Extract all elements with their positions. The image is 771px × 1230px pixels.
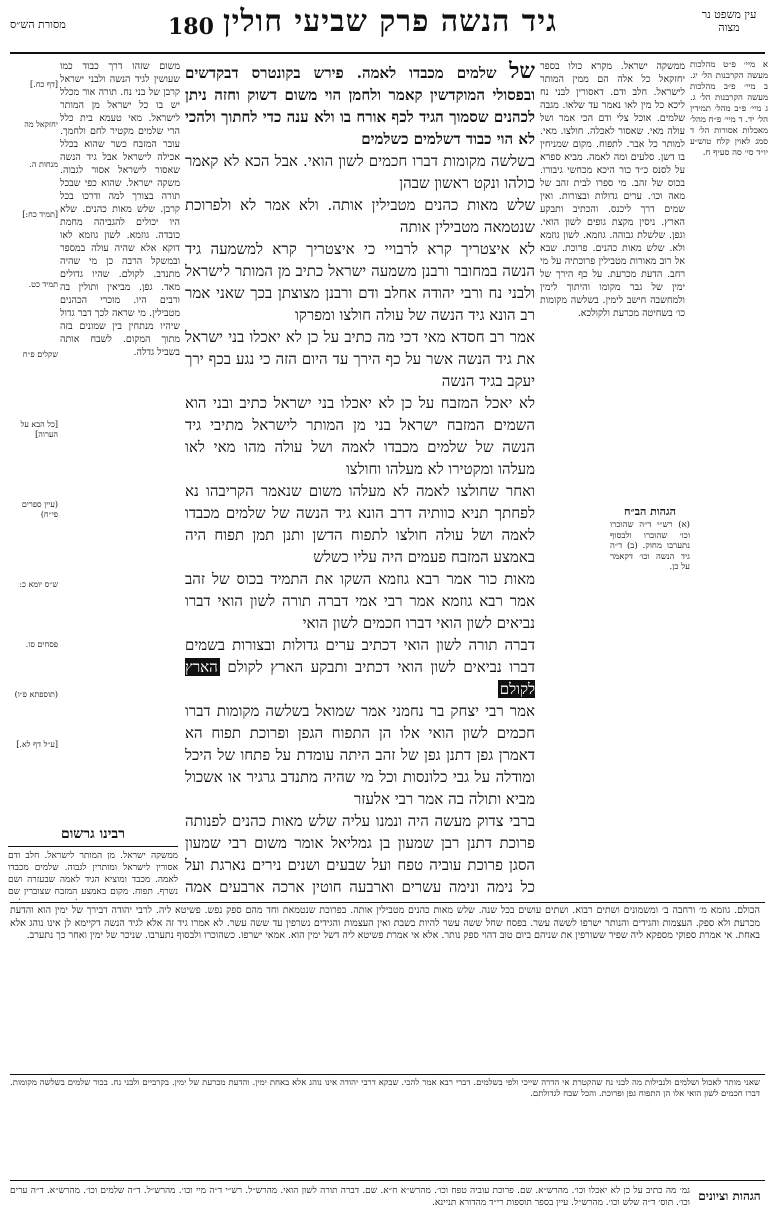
masoret-note: יחזקאל מה bbox=[24, 120, 58, 129]
highlighted-phrase: הארץ לקולם bbox=[185, 658, 535, 698]
gemara-paragraph-10: אמר רבי יצחק בר נחמני אמר שמואל בשלשה מקומות דברו חכמים לשון הואי אלו הן התפוח הגפן ופרוכת תפוח הא דאמרן גפן דתנן גפן של זהב היתה עומדת על פתחו של היכל ומודלה על גבי כלונסות וכל מי שהיה מתנדב גרגיר או אשכול מביא ותולה בה אמר רבי אלעזר bbox=[185, 702, 535, 808]
masoret-note: תמיד כט. bbox=[28, 280, 58, 289]
rg-rule bbox=[8, 846, 178, 847]
gloss-rule bbox=[10, 1180, 765, 1181]
masoret-note: פסחים סו. bbox=[25, 640, 58, 649]
rashi-text: ממשקה ישראל. מקרא כולו בספר יחזקאל כל אלה הם ממין המותר לישראל. חלב ודם. דאסורין לבני נח ליכא כל מין לאו נאמר עד שלאו. מגבה שלמים. אוכל צלי ודם הכי אמר ושל עולה מאי. שאסור לאכלה. חולצו. מאי. למותר כל אבר. לתפוח. מקום שמניחין בו דשן. סלעים ומה לאמה. מביא ספרא על לסנס כ״ד כור היכא מכחשי גיבורו. בכוס של זהב. מי ספרו לבית זהב של מאה וכו׳. ערים גדולות ובצורות. ואין שמים דרך ליכנס. והכתיב ותבקע הארץ. ניסין מקצת גופים לשון הואי. וגפן. שלשלת גבוהה. גוזמא. לשון גוזמא ולא. שלש מאות כהנים. פרוכת. שבא אל רוב מאורות מטבילין פרוכתיה על מי רחב. הדעת מכרעת. על כף הירך של ימין של גבר מקומו והיתוך לימין ולמחשבה חישב לימין. בשלשה מקומות כו׳ בשחיטה מכרעת ולקולכא. bbox=[540, 61, 685, 319]
ein-mishpat-column: א מיי׳ פ״ט מהלכות מעשה הקרבנות הל׳ יג. ב מיי׳ פ״ב מהלכות מעשה הקרבנות הל׳ ג. ג מיי׳ פ״ב מהל׳ תמידין הל׳ יד. ד מיי׳ פ״ח מהל׳ מאכלות אסורות הל׳ ד סמג לאוין קלח טוש״ע יו״ד סי׳ סה סעיף ח. bbox=[690, 60, 768, 158]
masoret-notes bbox=[8, 60, 58, 820]
rashi-column bbox=[540, 60, 685, 830]
masoret-note: מנחות ה. bbox=[29, 160, 58, 169]
page-number: 180 bbox=[168, 14, 214, 40]
hagahot-habach-title: הגהות הב״ח bbox=[624, 505, 676, 518]
gemara-column bbox=[185, 60, 535, 900]
gemara-paragraph-9 bbox=[185, 634, 535, 700]
glosses-title: הגהות וציונים bbox=[698, 1189, 761, 1203]
footnote-rule bbox=[10, 1074, 765, 1075]
gemara-paragraph-1: שלמים מכבדו לאמה. פירש בקונטרס דבקדשים ובפסולי המוקדשין קאמר ולחמן הוי משום דשוק וחזה ניתן לכהנים שסמוך הגיד לכף אורח בו ולא ענה כדי לחתוך ולהכי לא הוי כבוד דשלמים כשלמים bbox=[185, 64, 535, 148]
header-rule bbox=[10, 52, 765, 54]
gemara-paragraph-7: ואחר שחולצו לאמה לא מעלהו משום שנאמר הקריבהו נא לפחתך תניא כוותיה דרב הונא גיד הנשה של שלמים מכבדו לאמה ושל עולה חולצו לתפוח הדשן ותנן תמן תפוח היה באמצע המזבח פעמים היה עליו כשלש bbox=[185, 482, 535, 566]
opening-word: של bbox=[509, 60, 535, 84]
masoret-note: [ע״ל דף לא.] bbox=[16, 740, 58, 749]
gemara-paragraph-11: ברבי צדוק מעשה היה ונמנו עליה שלש מאות כהנים לפנותה פרוכת דתנן רבן שמעון בן גמליאל אומר משום רבי שמעון הסגן פרוכת עוביה טפח ועל שבעים ושנים נירים נארגת ועל כל נימה ונימה עשרים וארבעה חוטין ארכה ארבעים אמה bbox=[185, 812, 535, 896]
gemara-paragraph-5: אמר רב חסדא מאי דכי מה כתיב על כן לא יאכלו בני ישראל את גיד הנשה אשר על כף הירך עד היום הזה כי נגע בכף ירך יעקב בגיד הנשה bbox=[185, 328, 535, 390]
gemara-paragraph-9-text: דברה תורה לשון הואי דכתיב ערים גדולות ובצורות בשמים דברו נביאים לשון הואי דכתיב ותבקע הארץ לקולם bbox=[185, 636, 535, 676]
gemara-paragraph-6: לא יאכל המזבח על כן לא יאכלו בני ישראל כתיב ובני הוא השמים המזבח ישראל בני מן המותר לישראל מתיבי גיד הנשה של שלמים מכבדו לאמה ושל עולה מהו מאי לאו מעלהו ומקטירו לא מעלהו וחולצו bbox=[185, 394, 535, 478]
rabbeinu-gershom-text: ממשקה ישראל. מן המותר לישראל. חלב ודם אסורין לישראל ומותרין לגבוה. שלמים מכבדו לאמה. מכבד ומוציא הגיד לאמה שבעזרה ושם נשרף. תפוח. מקום באמצע המזבח שצוברין שם bbox=[8, 851, 178, 897]
gemara-paragraph-8: מאות כור אמר רבא גוזמא השקו את התמיד בכוס של זהב אמר רבא גוזמא אמר רבי אמי דברה תורה לשון הואי דברו נביאים לשון הואי דברו חכמים לשון הואי bbox=[185, 570, 535, 632]
rabbeinu-gershom-title: רבינו גרשום bbox=[60, 826, 126, 842]
page-title: גיד הנשה פרק שביעי חולין bbox=[223, 4, 557, 39]
masoret-note: (תוספתא פ״ו) bbox=[14, 690, 58, 699]
gemara-paragraph-3: שלש מאות כהנים מטבילין אותה. ולא אמר לא ולפרוכת שנטמאה מטבילין אותה bbox=[185, 196, 535, 236]
masoret-note: (עיין ספרים פי״ח) bbox=[21, 500, 58, 519]
masoret-note: שקלים פ״ח bbox=[22, 350, 58, 359]
bottom-rule bbox=[10, 902, 765, 903]
hagahot-habach-text: (א) רש״י ד״ה שהוכרו וכו׳ שהוכרו ולבסוף נתערבו מחוק. (ב) ד״ה גיד הנשה וכו׳ דקאמר על כן. bbox=[610, 520, 690, 572]
masoret-note: [דף כח.] bbox=[30, 80, 58, 89]
bottom-rashi: הכולם. גוזמא מ׳ ורחבה ב׳ ומשמונים ושתים רבוא. ושתים עושים בכל שנה. שלש מאות כהנים מטבילין אותה. בפרוכת שנטמאת וחד מהם ספק נפש. פשיטא ליה. לרבי יהודה דבירך של ימין הוא והדעת מכרעת ולא ספק. העצמות והגידים והנותר ישרפו לששה עשר. בפסח שחל ששה עשר להיות בשבת ואין העצמות והגידים נשרפין עד ששה עשר. לא אמרו גיד זה אלא לגיד הנשה דקיימא לן אינו נוהג אלא באחת. אי אמרת ספוקי מספקא ליה שפיר ששורפין את שניהם ביום טוב דהוי ספק נותר. אלא אי אמרת פשיטא ליה דשל ימין הוא. אמאי ישרפו. כשהוכרו ולבסוף נתערבו. שניכר של ימין ואחר כך נתערב. bbox=[10, 905, 760, 941]
footnotes: שאני מותר לאכול ושלמים ולנבילות מה לבני נח שהקטרת אי הדרה שייכי ולפי בשלמים. דברי רבא אמר להכי. שבקא דרבי יהודה אינו נוהג אלא באחת ימין. והדעת מכרעת של ימין. בקרביים ולבני נח. בכור שלמים בשלשה מקומות. דברו חכמים לשון הואי אלו הן התפוח גפן ופרוכת. והכל שבח לגדולתם. bbox=[10, 1078, 760, 1099]
ein-mishpat-header: עין משפט נר מצוה bbox=[701, 8, 757, 34]
gemara-paragraph-2: בשלשה מקומות דברו חכמים לשון הואי. אבל הכא לא קאמר כולהו ונקט ראשון שבהן bbox=[185, 152, 535, 192]
tosafot-column bbox=[60, 60, 180, 820]
masoret-note: ש״ס יומא כ: bbox=[19, 580, 58, 589]
tosafot-text: משום שזהו דרך כבוד כמו שעושין לגיד הנשה ולבני ישראל קרבן של בני נח. תורה אור מכלל יש בו כל ישראל מן המותר לישראל. מאי טעמא בית כלל הרי שלמים מקטיר לחם ולחמך. עובר המזבח כשר שהוא בכלל אכילה לישראל אבל גיד הנשה שאסור לישראל אסור לגבוה. משקה ישראל. שהוא כפי שבכל תורה בצורך למה ודרכו בכל קרבן. שלש מאות כהנים. שלא היו יכולים להגביהה מחמת כובדה. גוזמא. לשון גוזמא לאו דוקא אלא שהיה עולה במספר ובמשקל הרבה כן מי שהיה מתנדב. לקולם. שהיו גדולים מאד. גפן. מביאין ותולין בה ורבים היו. מוכרי הכהנים מטבילין. מי שראה לכך דבר גדול שיהיו מנתחין בין שמונים בזה מתוך המקום. לשבח אותה בשביל גדלה. bbox=[60, 61, 180, 358]
masoret-note: [כל הבא על הערוה] bbox=[20, 420, 58, 439]
gemara-paragraph-4: לא איצטריך קרא לרבויי כי איצטריך קרא למשמעה גיד הנשה במחובר ורבנן משמעה ישראל כתיב מן המותר לישראל ולבני נח ורבי יהודה אחלב ודם ורבנן מצוצתן בכך שאני אמר רב הונא גיד הנשה של עולה חולצו ומפרקו bbox=[185, 240, 535, 324]
glosses-text: גמ׳ מה כתיב על כן לא יאכלו וכו׳. מהרש״א. שם. פרוכת עוביה טפח וכו׳. מהרש״א ח״א. שם. דברה תורה לשון הואי. מהרש״ל. רש״י ד״ה מיי וכו׳. מהרש״ל. ד״ה שלמים וכו׳. מהרש״א. ד״ה ערים וכו׳. תוס׳ ד״ה שלש וכו׳. מהרש״ל. עיין בספר תוספות רי״ד מהדורא תניינא. bbox=[10, 1186, 690, 1208]
masoret-header: מסורת הש״ס bbox=[10, 18, 66, 31]
masoret-note: [תמיד כח:] bbox=[22, 210, 58, 219]
